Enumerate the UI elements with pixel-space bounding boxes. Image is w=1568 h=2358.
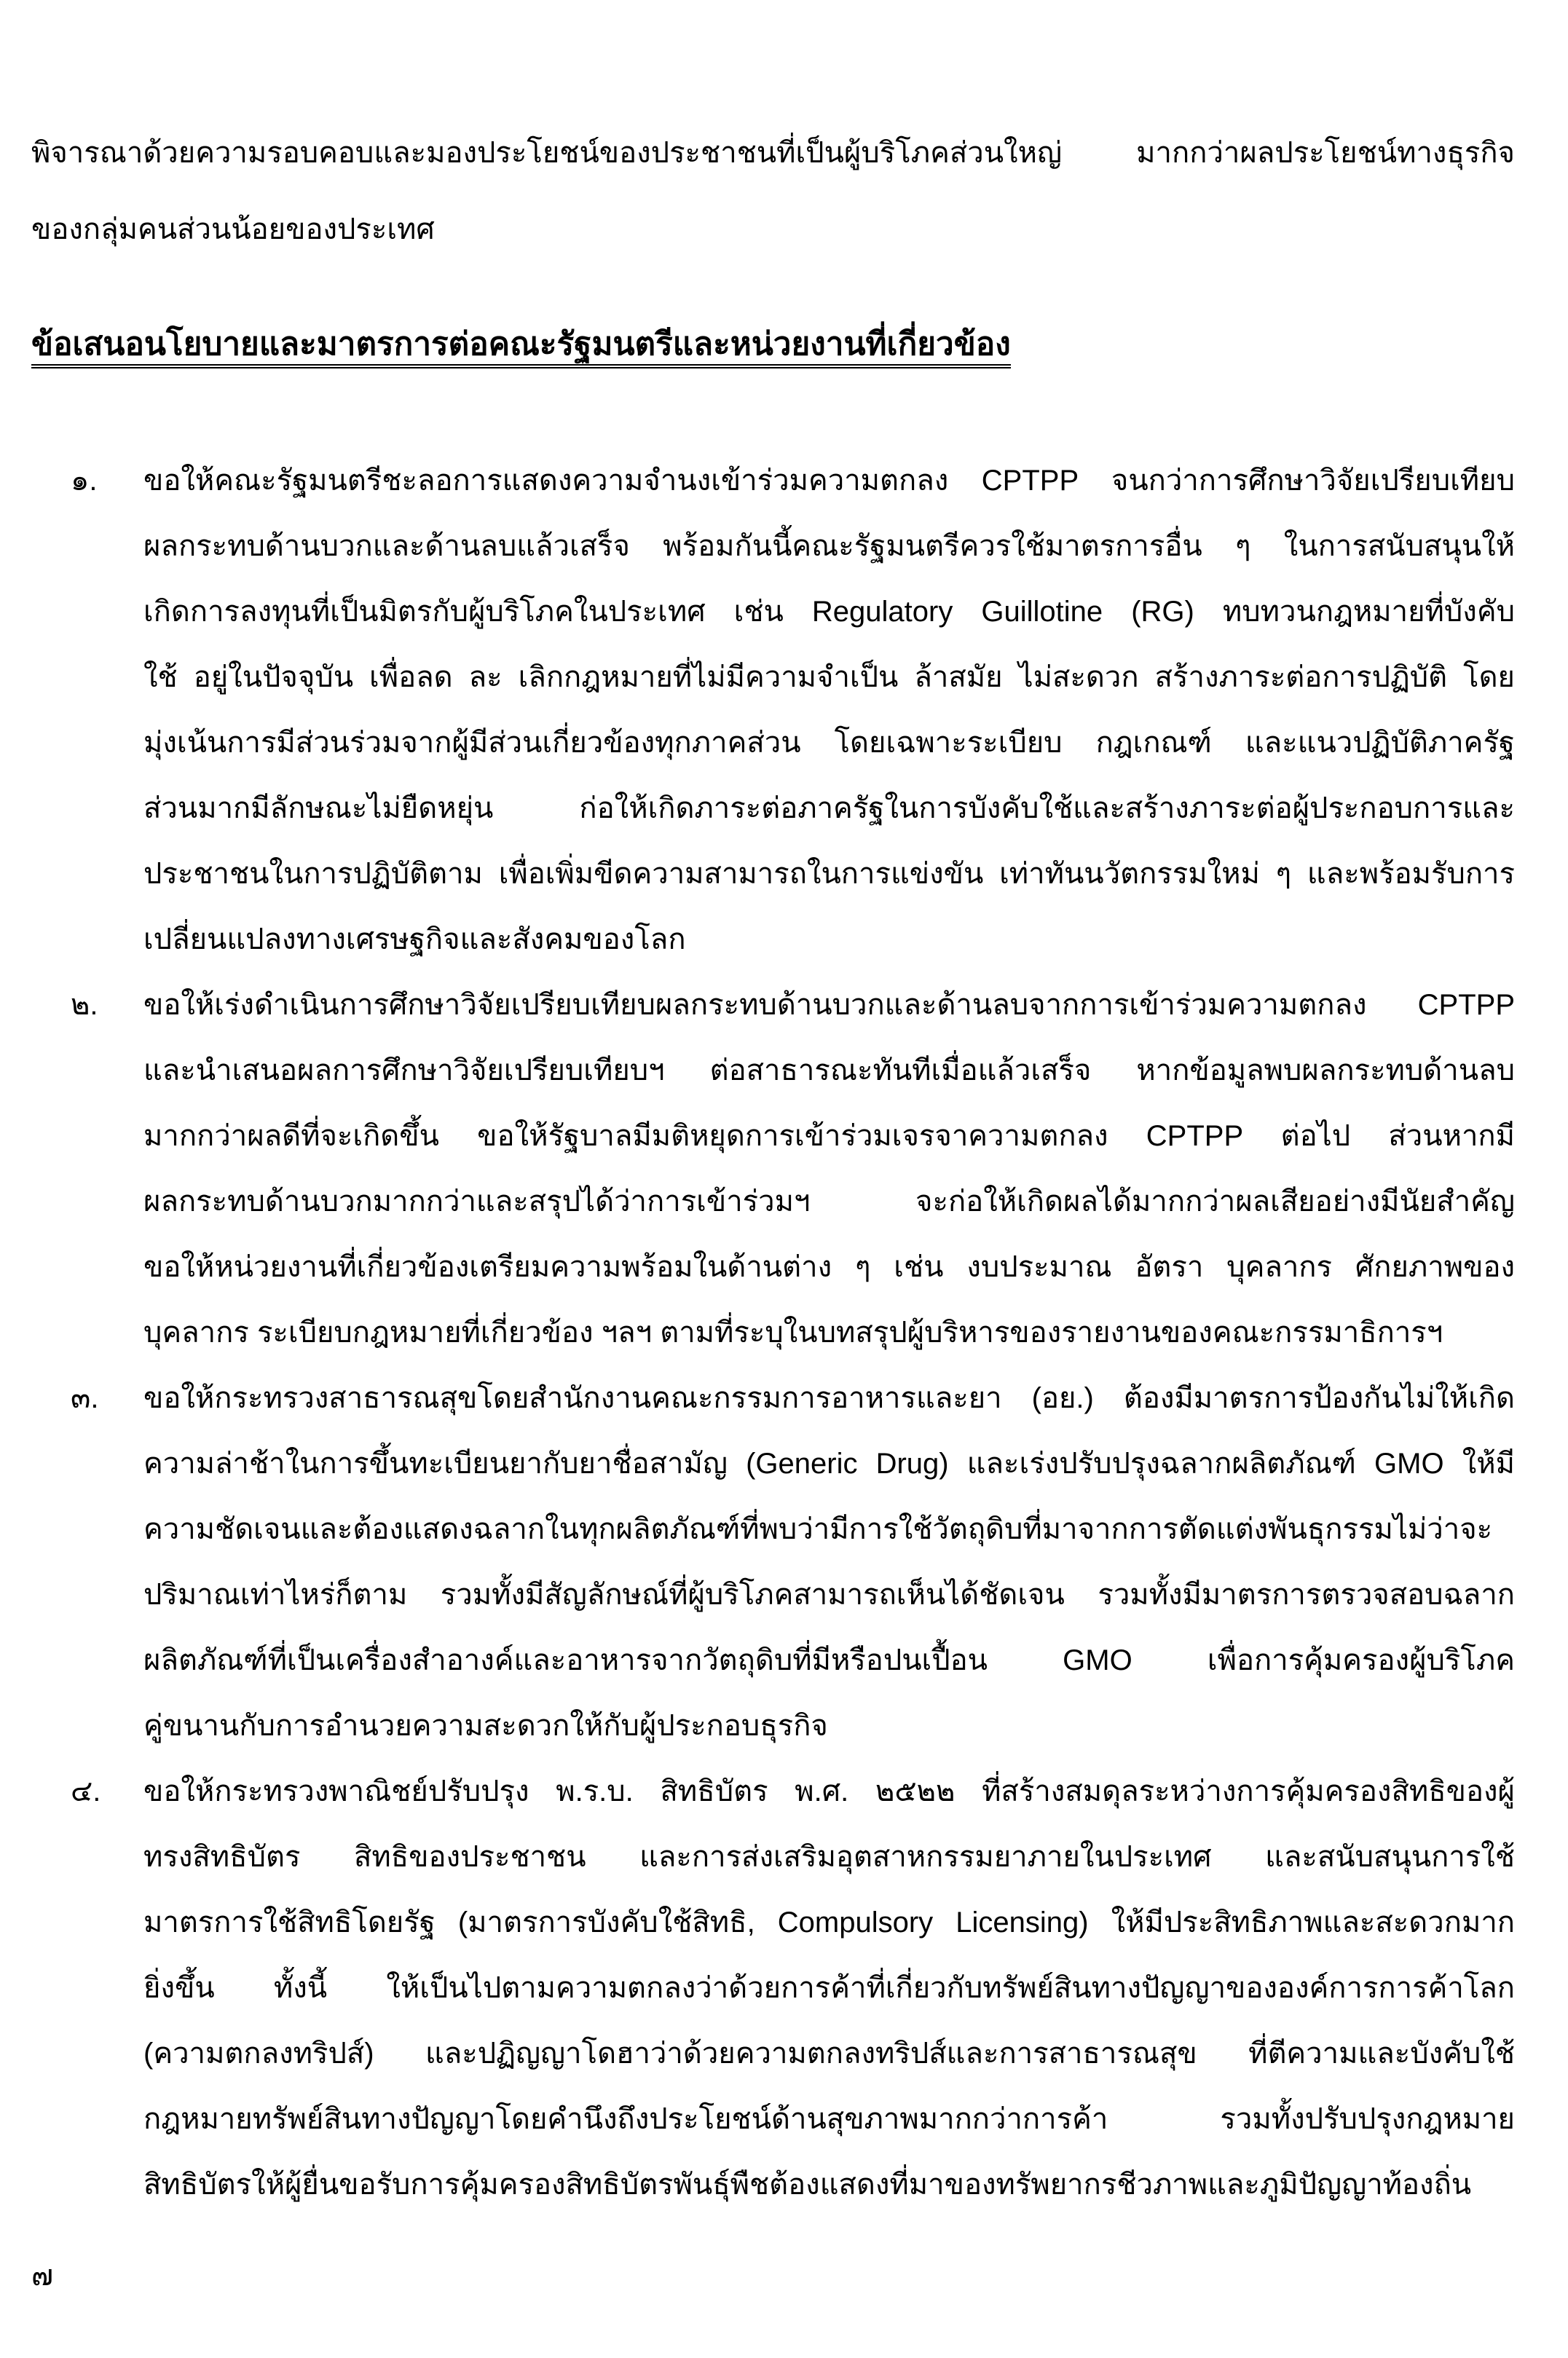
item-number: ๑. [71, 465, 98, 497]
intro-paragraph [31, 115, 1515, 268]
item-body [143, 972, 1515, 1365]
text-line: มุ่งเน้นการมีส่วนร่วมจากผู้มีส่วนเกี่ยวข้องทุกภาคส่วน โดยเฉพาะระเบียบ กฎเกณฑ์ และแนวปฏิบัติภาครัฐ [143, 727, 1515, 759]
text-line: มากกว่าผลดีที่จะเกิดขึ้น ขอให้รัฐบาลมีมติหยุดการเข้าร่วมเจรจาความตกลง CPTPP ต่อไป ส่วนหากมี [143, 1120, 1515, 1152]
text-line: ขอให้กระทรวงสาธารณสุขโดยสำนักงานคณะกรรมการอาหารและยา (อย.) ต้องมีมาตรการป้องกันไม่ให้เกิด [143, 1382, 1515, 1414]
list-item-1 [31, 448, 1515, 972]
item-number: ๓. [71, 1382, 99, 1414]
text-line: และนำเสนอผลการศึกษาวิจัยเปรียบเทียบฯ ต่อสาธารณะทันทีเมื่อแล้วเสร็จ หากข้อมูลพบผลกระทบด้านลบ [143, 1054, 1515, 1087]
text-line: ทรงสิทธิบัตร สิทธิของประชาชน และการส่งเสริมอุตสาหกรรมยาภายในประเทศ และสนับสนุนการใช้ [143, 1841, 1515, 1873]
item-body [143, 1365, 1515, 1759]
text-line: ขอให้เร่งดำเนินการศึกษาวิจัยเปรียบเทียบผลกระทบด้านบวกและด้านลบจากการเข้าร่วมความตกลง CPTPP [143, 989, 1515, 1021]
text-line: พิจารณาด้วยความรอบคอบและมองประโยชน์ของประชาชนที่เป็นผู้บริโภคส่วนใหญ่ มากกว่าผลประโยชน์ทางธุรกิจ [31, 137, 1515, 169]
section-heading-text: ข้อเสนอนโยบายและมาตรการต่อคณะรัฐมนตรีและหน่วยงานที่เกี่ยวข้อง [31, 326, 1011, 368]
list-item-4 [31, 1759, 1515, 2217]
text-line: มาตรการใช้สิทธิโดยรัฐ (มาตรการบังคับใช้สิทธิ, Compulsory Licensing) ให้มีประสิทธิภาพและสะดวกมาก [143, 1906, 1515, 1939]
text-line: ยิ่งขึ้น ทั้งนี้ ให้เป็นไปตามความตกลงว่าด้วยการค้าที่เกี่ยวกับทรัพย์สินทางปัญญาขององค์การการค้าโลก [143, 1972, 1515, 2004]
text-line: ขอให้คณะรัฐมนตรีชะลอการแสดงความจำนงเข้าร่วมความตกลง CPTPP จนกว่าการศึกษาวิจัยเปรียบเทียบ [143, 465, 1515, 497]
item-body [143, 448, 1515, 972]
text-line: ประชาชนในการปฏิบัติตาม เพื่อเพิ่มขีดความสามารถในการแข่งขัน เท่าทันนวัตกรรมใหม่ ๆ และพร้อมรับการ [143, 858, 1515, 890]
text-line: ใช้ อยู่ในปัจจุบัน เพื่อลด ละ เลิกกฎหมายที่ไม่มีความจำเป็น ล้าสมัย ไม่สะดวก สร้างภาระต่อการปฏิบัติ โดย [143, 661, 1515, 693]
text-line: บุคลากร ระเบียบกฎหมายที่เกี่ยวข้อง ฯลฯ ตามที่ระบุในบทสรุปผู้บริหารของรายงานของคณะกรรมาธิการฯ [143, 1317, 1443, 1349]
text-line: เกิดการลงทุนที่เป็นมิตรกับผู้บริโภคในประเทศ เช่น Regulatory Guillotine (RG) ทบทวนกฎหมายที่บังคับ [143, 596, 1515, 628]
proposal-list [31, 448, 1515, 2217]
text-line: (ความตกลงทริปส์) และปฏิญญาโดฮาว่าด้วยความตกลงทริปส์และการสาธารณสุข ที่ตีความและบังคับใช้ [143, 2038, 1515, 2070]
text-line: ขอให้หน่วยงานที่เกี่ยวข้องเตรียมความพร้อมในด้านต่าง ๆ เช่น งบประมาณ อัตรา บุคลากร ศักยภาพของ [143, 1251, 1515, 1283]
text-line: ความชัดเจนและต้องแสดงฉลากในทุกผลิตภัณฑ์ที่พบว่ามีการใช้วัตถุดิบที่มาจากการตัดแต่งพันธุกรรมไม่ว่าจะ [143, 1513, 1493, 1545]
section-heading [31, 306, 1011, 382]
item-number: ๒. [71, 989, 98, 1021]
text-line: ผลกระทบด้านบวกมากกว่าและสรุปได้ว่าการเข้าร่วมฯ จะก่อให้เกิดผลได้มากกว่าผลเสียอย่างมีนัยสำคัญ [143, 1186, 1515, 1218]
item-body [143, 1759, 1515, 2217]
text-line: กฎหมายทรัพย์สินทางปัญญาโดยคำนึงถึงประโยชน์ด้านสุขภาพมากกว่าการค้า รวมทั้งปรับปรุงกฎหมาย [143, 2103, 1515, 2135]
text-line: ผลิตภัณฑ์ที่เป็นเครื่องสำอางค์และอาหารจากวัตถุดิบที่มีหรือปนเปื้อน GMO เพื่อการคุ้มครองผู้บริโภค [143, 1644, 1515, 1676]
text-line: สิทธิบัตรให้ผู้ยื่นขอรับการคุ้มครองสิทธิบัตรพันธุ์พืชต้องแสดงที่มาของทรัพยากรชีวภาพและภูมิปัญญาท้องถิ่น [143, 2169, 1472, 2201]
text-line: ผลกระทบด้านบวกและด้านลบแล้วเสร็จ พร้อมกันนี้คณะรัฐมนตรีควรใช้มาตรการอื่น ๆ ในการสนับสนุนให้ [143, 530, 1515, 562]
text-line: เปลี่ยนแปลงทางเศรษฐกิจและสังคมของโลก [143, 923, 686, 955]
page-number: ๗ [31, 2260, 54, 2292]
text-line: ของกลุ่มคนส่วนน้อยของประเทศ [31, 213, 435, 245]
text-line: ปริมาณเท่าไหร่ก็ตาม รวมทั้งมีสัญลักษณ์ที่ผู้บริโภคสามารถเห็นได้ชัดเจน รวมทั้งมีมาตรการตรวจสอบฉลาก [143, 1579, 1515, 1611]
list-item-3 [31, 1365, 1515, 1759]
item-number: ๔. [71, 1775, 101, 1807]
text-line: ส่วนมากมีลักษณะไม่ยืดหยุ่น ก่อให้เกิดภาระต่อภาครัฐในการบังคับใช้และสร้างภาระต่อผู้ประกอบการและ [143, 792, 1515, 824]
list-item-2 [31, 972, 1515, 1365]
text-line: คู่ขนานกับการอำนวยความสะดวกให้กับผู้ประกอบธุรกิจ [143, 1710, 828, 1742]
text-line: ความล่าช้าในการขึ้นทะเบียนยากับยาชื่อสามัญ (Generic Drug) และเร่งปรับปรุงฉลากผลิตภัณฑ์ GMO ให้มี [143, 1448, 1515, 1480]
text-line: ขอให้กระทรวงพาณิชย์ปรับปรุง พ.ร.บ. สิทธิบัตร พ.ศ. ๒๕๒๒ ที่สร้างสมดุลระหว่างการคุ้มครองสิทธิของผู้ [143, 1775, 1515, 1807]
